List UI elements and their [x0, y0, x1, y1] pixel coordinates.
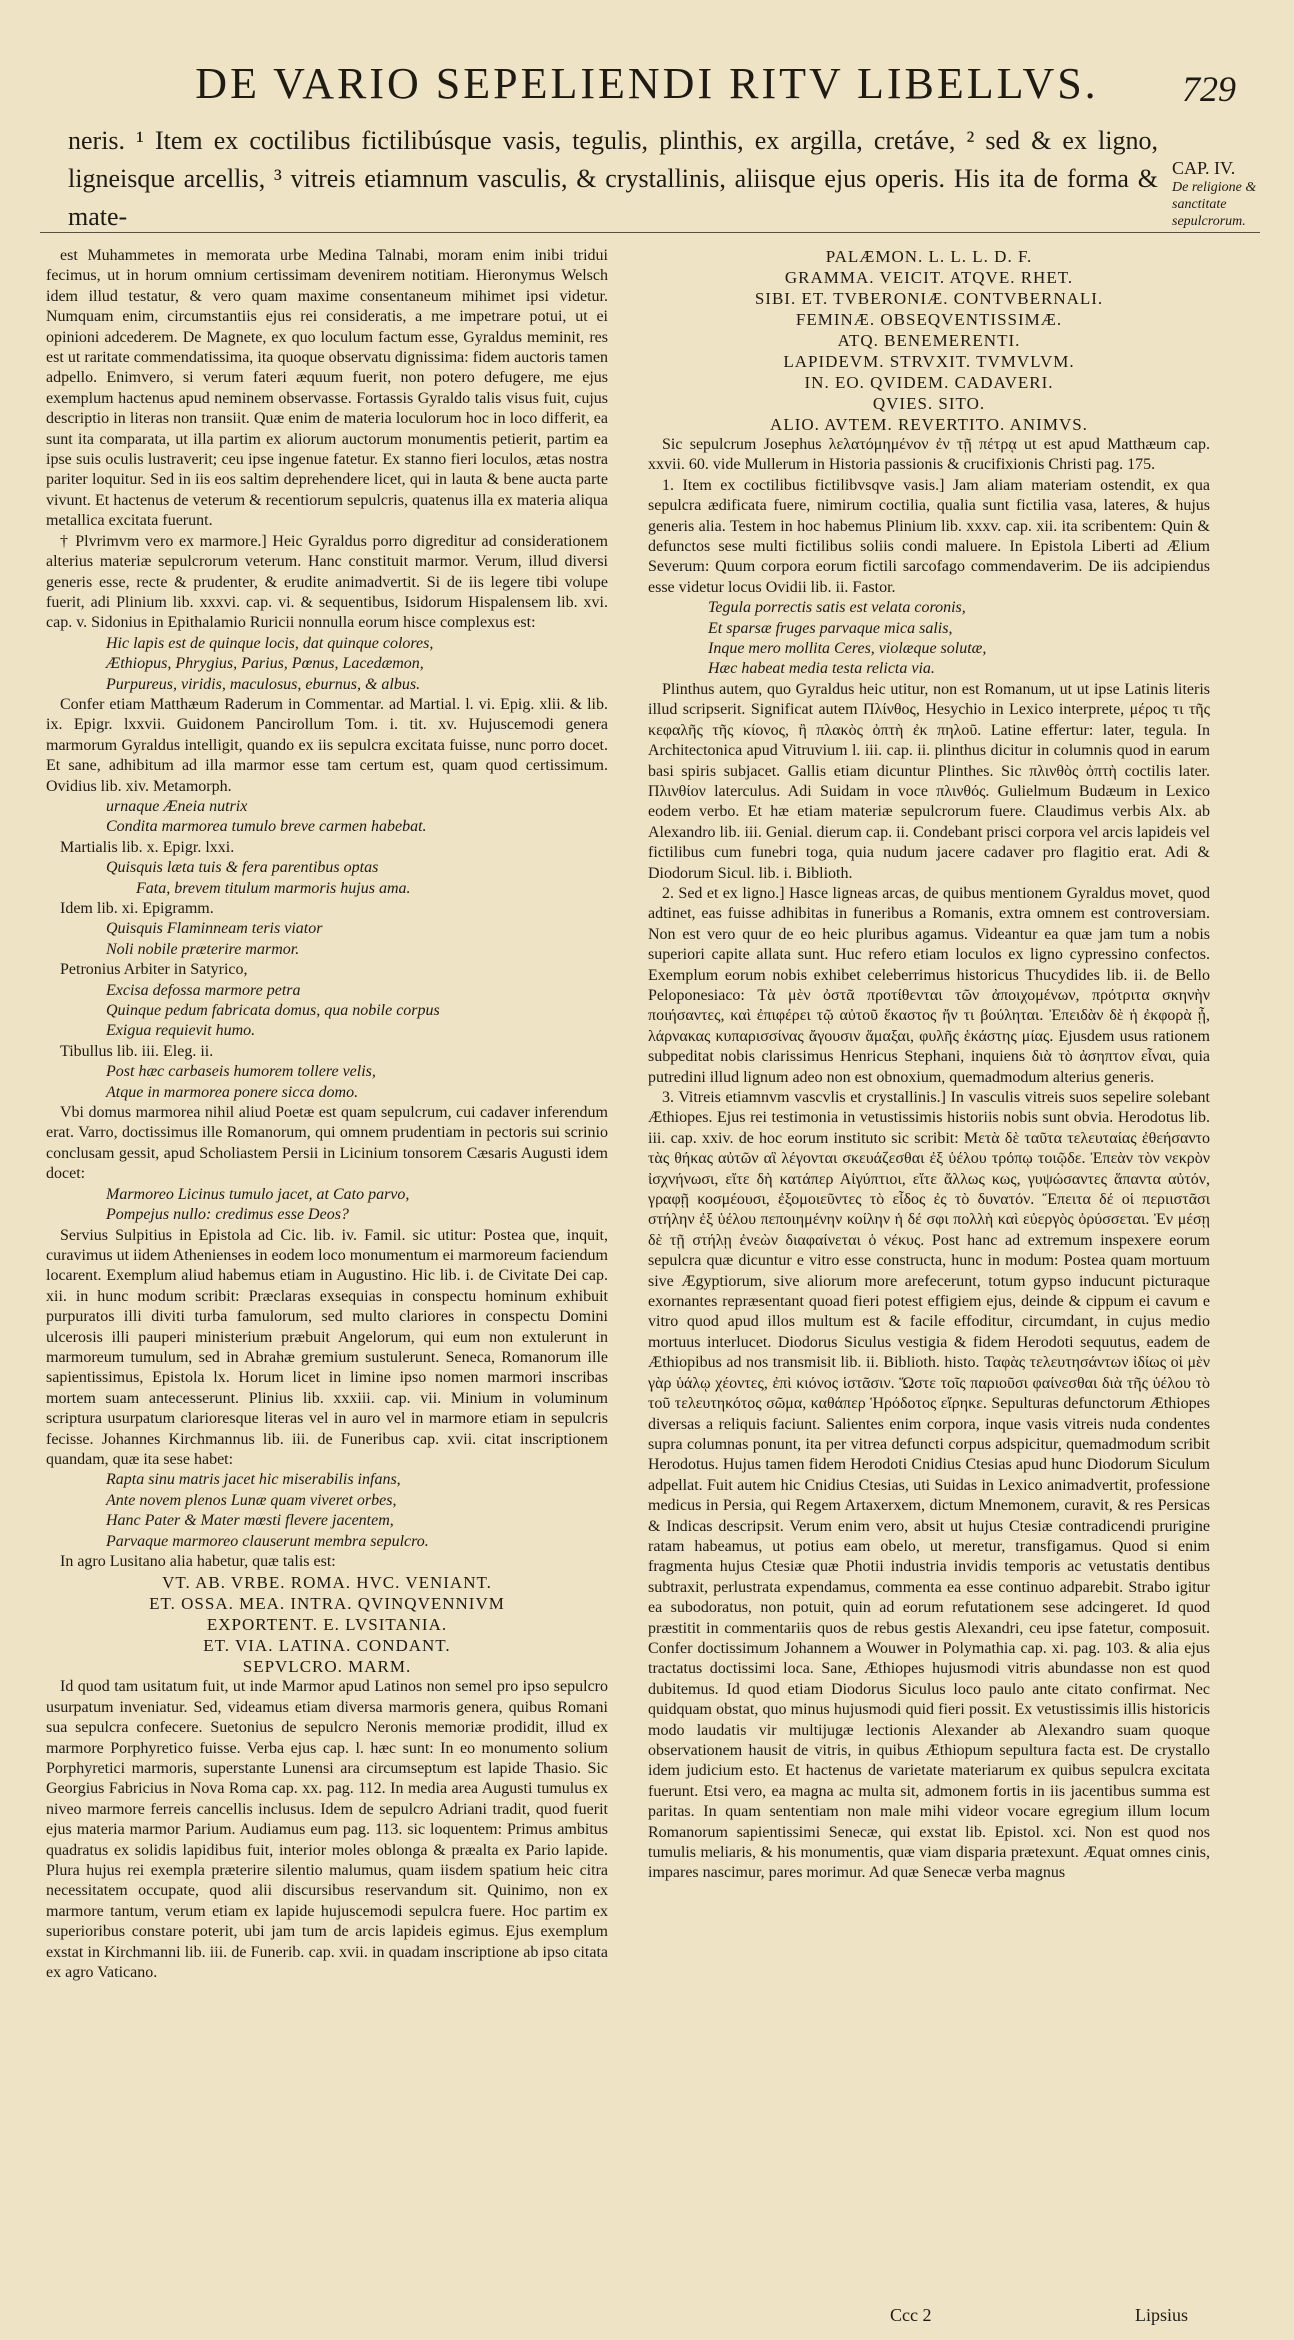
right-caps-line: GRAMMA. VEICIT. ATQVE. RHET. — [784, 268, 1074, 287]
right-verse-line: Tegula porrectis satis est velata coronis, — [708, 599, 966, 617]
left-paragraph: Servius Sulpitius in Epistola ad Cic. lib. iv. Famil. sic utitur: Postea que, inquit, curavimus ut iidem Athenienses in eodem loco monumentum ei marmoreum faciendum locarent. Exemplum aliud habemus etiam in Augustino. Hic lib. i. de Civitate Dei cap. xii. in hunc modum scribit: Præclaras exsequias in conspectu hominum exhibuit purpuratos illi diviti turba famulorum, sed multo clariores in conspectu Domini ulcerosis illi pauperi ministerium præbuit Angelorum, qui eum non extulerunt in marmoreum tumulum, sed in Abrahæ gremium sustulerunt. Seneca, Romanorum ille sapientissimus, Epistola lx. Horum licet in limine ipso nomen marmori inscribas mortem suam antecesserunt. Plinius lib. xxxiii. cap. vii. Minium in voluminum scriptura usurpatum clarioresque literas vel in auro vel in marmore etiam in sepulcris fecisse. Johannes Kirchmannus lib. iii. de Funeribus cap. xvii. citat inscriptionem quandam, quæ ita sese habet: — [46, 1226, 608, 1468]
right-paragraph: 1. Item ex coctilibus fictilibvsqve vasis.] Jam aliam materiam ostendit, ex qua sepulcra ædificata fuere, nimirum coctilia, qualia sunt fictilia vasa, lateres, & hujus generis alia. Testem in hoc habemus Plinium lib. xxxv. cap. xii. ita scribentem: Quin & defunctos sese multi fictilibus soliis condi maluere. In Epistola Liberti ad Ælium Severum: Quum corpora eorum fictili sarcofago commendaverim. De iis adcipiendus esse videtur locus Ovidii lib. ii. Fastor. — [648, 476, 1210, 596]
right-verse-line: Et sparsæ fruges parvaque mica salis, — [708, 619, 953, 637]
right-verse-line: Hæc habeat media testa relicta via. — [708, 660, 935, 678]
left-paragraph: Idem lib. xi. Epigramm. — [60, 900, 214, 917]
carryover-text: neris. ¹ Item ex coctilibus fictilibúsque vasis, tegulis, plinthis, ex argilla, cretáve, ² sed & ex ligno, ligneisque arcellis, ³ vitreis etiamnum vasculis, & crystallinis, aliisque ejus operis. His ita de forma & mate- — [68, 126, 1158, 231]
left-caps-line: ET. OSSA. MEA. INTRA. QVINQVENNIVM — [149, 1594, 505, 1614]
left-paragraph: Id quod tam usitatum fuit, ut inde Marmor apud Latinos non semel pro ipso sepulcro usurpatum inveniatur. Sed, videamus etiam diversa marmoris genera, quibus Romani sua sepulcra confecere. Suetonius de sepulcro Neronis memoriæ prodidit, illud ex marmore Porphyretico fuisse. Verba ejus cap. l. hæc sunt: In eo monumento solium Porphyretici marmoris, superstante Lunensi ara circumseptum est lapide Thasio. Sic Georgius Fabricius in Nova Roma cap. xx. pag. 112. In media area Augusti tumulus ex niveo marmore ferreis cancellis inclusus. Idem de sepulcro Adriani tradit, quod fuerit ejus materia marmor Parium. Audiamus eum pag. 113. sic loquentem: Primus ambitus quadratus ex solidis lapidibus fuit, interior moles oblonga & præalta ex Pario lapide. Plura hujus rei exempla præterire silentio malumus, quam iisdem spatium heic citra necessitatem occupate, quod alii discursibus reservandum sit. Quinimo, non ex marmore tantum, verum etiam ex lapide hujuscemodi sepulcra fuere. Hoc partim ex superioribus constare poterit, ubi jam tum de arcis lapideis egimus. Ejus exemplum exstat in Kirchmanni lib. iii. de Funerib. cap. xvii. in quadam inscriptione ab ipso citata ex agro Vaticano. — [46, 1678, 608, 1982]
left-verse-line: Rapta sinu matris jacet hic miserabilis infans, — [106, 1471, 401, 1489]
left-verse-line: Atque in marmorea ponere sicca domo. — [106, 1083, 359, 1101]
page-number: 729 — [1182, 69, 1236, 109]
right-caps-line: SIBI. ET. TVBERONIÆ. CONTVBERNALI. — [754, 289, 1104, 308]
left-verse-line: Condita marmorea tumulo breve carmen habebat. — [106, 818, 427, 836]
left-verse-line: Marmoreo Licinus tumulo jacet, at Cato parvo, — [106, 1185, 410, 1203]
left-paragraph: † Plvrimvm vero ex marmore.] Heic Gyraldus porro digreditur ad considerationem alterius materiæ sepulcrorum veterum. Hanc constituit marmor. Verum, illud diversi generis esse, recte & prudenter, & erudite animadvertit. Si de iis legere tibi volupe fuerit, adi Plinium lib. xxxvi. cap. vi. & sequentibus, Isidorum Hispalensem lib. xvi. cap. v. Sidonius in Epithalamio Ruricii nonnulla eorum hisce complexus est: — [46, 532, 608, 632]
left-verse-line: Parvaque marmoreo clauserunt membra sepulcro. — [106, 1532, 429, 1550]
left-paragraph: Petronius Arbiter in Satyrico, — [60, 961, 248, 979]
right-column — [648, 246, 1210, 1884]
right-paragraph: 3. Vitreis etiamnvm vascvlis et crystallinis.] In vasculis vitreis suos sepelire solebant Æthiopes. Ejus rei testimonia in vetustissimis historiis nobis sunt obvia. Herodotus lib. iii. cap. xxiv. de hoc eorum instituto sic scribit: Μετὰ δὲ ταῦτα τελευταίας ἐθεήσαντο τὰς θήκας αὐτῶν αἳ λέγονται σκευάζεσθαι ἐξ ὑέλου τρόπῳ τοιῷδε. Ἐπεὰν τὸν νεκρὸν ἰσχνήνωσι, εἴτε δὴ κατάπερ Αἰγύπτιοι, εἴτε ἄλλως κως, γυψώσαντες ἅπαντα αὐτόν, γραφῇ κοσμέουσι, ἐξομοιεῦντες τὸ εἶδος ἐς τὸ δυνατόν. Ἔπειτα δέ οἱ περιιστᾶσι στήλην ἐξ ὑέλου πεποιημένην κοίλην ἡ δέ σφι πολλὴ καὶ εὐεργὸς ὀρύσσεται. Ἐν μέσῃ δὲ τῇ στήλῃ ἐνεὼν διαφαίνεται ὁ νέκυς. Post hanc ad extremum inspexere eorum sepulcra quæ dicuntur e vitro esse constructa, hunc in modum: Postea quam mortuum sive Ægyptiorum, sive aliorum more arefecerunt, totum gypso inducunt picturaque exornantes repræsentant quoad fieri potest effigiem ejus, deinde & cippum ei cavum e vitro quod apud illos multum est & facile effoditur, circumdant, in cujus medio mortuus interlucet. Diodorus Siculus vestigia & fidem Herodoti sequutus, eadem de Æthiopibus ad nos transmisit lib. ii. Biblioth. histo. Ταφὰς τελευτησάντων ἰδίως οἱ μὲν γὰρ ὑάλῳ χέοντες, ἐπὶ κιόνος ἱστᾶσιν. Ὥστε τοῖς παριοῦσι φαίνεσθαι διὰ τῆς ὑέλου τὸ τοῦ τελευτηκότος σῶμα, καθάπερ Ἡρόδοτος εἴρηκε. Sepulturas defunctorum Æthiopes diversas a reliquis faciunt. Salientes enim corpora, inque vasis vitreis nuda condentes supra columnas ponunt, ita per vitrea defuncti corpus adspicitur, quemadmodum scribit Herodotus. Hujus tamen fidem Herodoti Cnidius Ctesias apud hunc Diodorum Siculum adpellat. Fuit autem hic Cnidius Ctesias, uti Suidas in Lexico animadvertit, professione medicus in Persia, qui Regem Artaxerxem, dictum Mnemonem, curavit, & res Persicas & Indicas descripsit. Verum enim vero, absit ut hujus Ctesiæ contradicendi prurigine ratam habeamus, ut potius eam obelo, ut meretur, transfigamus. Quod si enim fragmenta hujus Ctesiæ quæ Photii industria invidis temporis ac vetustatis dentibus subtraxit, perlustrata expendamus, commenta ea esse continuo adparebit. Strabo igitur ea subodoratus, non potuit, quin ad eorum refutationem sese adcingeret. Id quod præstitit in commentariis quos de rebus gestis Alexandri, ceu ipse fatetur, composuit. Confer doctissimum Johannem a Wouwer in Polymathia cap. xi. pag. 103. & alia ejus tractatus doctissimi loca. Sane, Æthiopes hujusmodi vitris abundasse non est quod dubitemus. Id quod etiam Diodorus Siculus loco paulo ante citato confirmat. Nec quidquam obstat, quo minus hujusmodi quid fieri possit. Ex vetustissimis illis historicis modo laudatis vir multijugæ lectionis Alexander ab Alexandro suam quoque observationem hausit de vitris, in quibus Æthiopum sepultura facta est. De crystallo idem judicium esto. Et hactenus de varietate materiarum ex quibus sepulcra excitata fuerunt. Etsi vero, ea magna ac multa sit, admonem fortis in iis jacentibus summa est paritas. In quam sententiam non male mihi videor vocare egregium illum locum Romanorum sapientissimi Senecæ, qui exstat lib. Epistol. xci. Non est quod nos tumulis meliaris, & his monumentis, quæ viam disparia prætexunt. Æquat omnes cinis, impares nascimur, pares morimur. Ad quæ Senecæ verba magnus — [648, 1089, 1210, 1882]
right-caps-line: ALIO. AVTEM. REVERTITO. ANIMVS. — [770, 415, 1088, 434]
left-paragraph: Martialis lib. x. Epigr. lxxi. — [60, 838, 235, 856]
left-column — [46, 246, 608, 1984]
left-caps-line: ET. VIA. LATINA. CONDANT. — [203, 1636, 451, 1656]
right-caps-line: FEMINÆ. OBSEQVENTISSIMÆ. — [795, 310, 1063, 329]
left-verse-line: Excisa defossa marmore petra — [106, 981, 301, 999]
catchword: Lipsius — [1135, 2305, 1189, 2325]
right-paragraph: Plinthus autem, quo Gyraldus heic utitur, non est Romanum, ut ut ipse Latinis literis illud scripserit. Significat autem Πλίνθος, Hesychio in Lexico interprete, μέρος τι τῆς κεφαλῆς τῆς κίονος, ἢ πλακὸς ὀπτὴ ἐκ πηλοῦ. Latine effertur: later, tegula. In Architectonica apud Vitruvium l. iii. cap. ii. plinthus dicitur in columnis quod in earum basi spiris subjacet. Gallis etiam dicuntur Plinthes. Sic πλινθὸς ὀπτὴ coctilis later. Πλινθίον laterculus. Adi Suidam in voce πλινθός. Gulielmum Budæum in Lexico eodem verbo. Et hæ etiam materiæ sepulcrorum fuere. Claudimus verbis Alx. ab Alexandro lib. iii. Genial. dierum cap. ii. Condebant prisci corpora vel arcis lapideis vel fictilibus cum funebri toga, quia nudum jacere cadaver pro flagitio erat. Adi & Diodorum Sicul. lib. i. Biblioth. — [648, 680, 1210, 882]
right-caps-line: IN. EO. QVIDEM. CADAVERI. — [804, 373, 1054, 392]
left-verse-line: Exigua requievit humo. — [106, 1022, 256, 1040]
right-paragraph: 2. Sed et ex ligno.] Hasce ligneas arcas, de quibus mentionem Gyraldus movet, quod adtinet, eas fuisse adhibitas in funeribus a Romanis, extra omnem est controversiam. Non est vero quur de eo heic pluribus agamus. Videantur ea quæ jam tum a nobis superiori capite allata sunt. Huc refero etiam loculos ex ligno cypressino confectos. Exemplum eorum nobis exhibet celeberrimus historicus Thucydides lib. ii. de Bello Peloponesiaco: Τὰ μὲν ὀστᾶ προτίθενται τῶν ἀποιχομένων, πρότριτα σκηνὴν ποιήσαντες, καὶ ἐπιφέρει τῷ αὐτοῦ ἕκαστος ἤν τι βούληται. Ἐπειδὰν δὲ ἡ ἐκφορὰ ᾖ, λάρνακας κυπαρισσίνας ἄγουσιν ἅμαξαι, φυλῆς ἑκάστης μίας. Ejusdem usus rationem subpeditat nobis clarissimus Henricus Stephani, inquiens διὰ τὸ ἀσηπτον εἶναι, quia putredini illud lignum adeo non est obnoxium, quemadmodum alterius generis. — [648, 884, 1210, 1086]
left-paragraph: Tibullus lib. iii. Eleg. ii. — [60, 1042, 214, 1060]
left-verse-line: Purpureus, viridis, maculosus, eburnus, & albus. — [106, 675, 421, 693]
divider-rule — [40, 232, 1260, 233]
right-verse-line: Inque mero mollita Ceres, violæque solutæ, — [708, 640, 987, 658]
right-caps-line: QVIES. SITO. — [872, 394, 986, 413]
signature-mark: Ccc 2 — [890, 2305, 932, 2325]
left-verse-line: Æthiopus, Phrygius, Parius, Pœnus, Lacedæmon, — [106, 655, 424, 673]
margin-chapter: CAP. IV. — [1172, 158, 1236, 178]
left-verse-line: Hanc Pater & Mater mœsti flevere jacentem, — [106, 1512, 394, 1530]
right-caps-line: ATQ. BENEMERENTI. — [837, 331, 1021, 350]
left-caps-line: SEPVLCRO. MARM. — [242, 1657, 412, 1677]
left-verse-line: Quinque pedum fabricata domus, qua nobile corpus — [106, 1002, 440, 1020]
left-verse-line: Quisquis læta tuis & fera parentibus optas — [106, 859, 379, 877]
left-verse-line: Hic lapis est de quinque locis, dat quinque colores, — [106, 634, 434, 652]
left-verse-line: Ante novem plenos Lunæ quam viveret orbes, — [106, 1491, 397, 1509]
left-paragraph: In agro Lusitano alia habetur, quæ talis est: — [60, 1553, 336, 1570]
left-verse-line: Fata, brevem titulum marmoris hujus ama. — [136, 879, 411, 897]
left-verse-line: Quisquis Flaminneam teris viator — [106, 920, 323, 938]
right-caps-line: LAPIDEVM. STRVXIT. TVMVLVM. — [783, 352, 1075, 371]
running-head: DE VARIO SEPELIENDI RITV LIBELLVS. — [195, 59, 1099, 108]
left-verse-line: Noli nobile præterire marmor. — [106, 940, 300, 958]
left-verse-line: urnaque Æneia nutrix — [106, 797, 248, 815]
left-verse-line: Pompejus nullo: credimus esse Deos? — [106, 1206, 349, 1224]
right-paragraph: Sic sepulcrum Josephus λελατόμημένον ἐν τῇ πέτρᾳ ut est apud Matthæum cap. xxvii. 60. vide Mullerum in Historia passionis & crucifixionis Christi pag. 175. — [648, 436, 1210, 474]
margin-text: De religione & sanctitate sepulcrorum. — [1172, 180, 1257, 229]
margin-note — [1172, 160, 1284, 230]
left-verse-line: Post hæc carbaseis humorem tollere velis, — [106, 1063, 376, 1081]
right-caps-line: PALÆMON. L. L. L. D. F. — [825, 247, 1033, 266]
left-paragraph: est Muhammetes in memorata urbe Medina Talnabi, moram enim inibi tridui fecimus, ut in horum omnium certissimam devenirem notitiam. Hieronymus Welsch idem illud testatur, & vero quam maxime consentaneum mihimet ipsi videtur. Numquam enim, circumstantiis ejus rei consideratis, a me impetrare potui, ut ei opinioni adcederem. De Magnete, ex quo loculum factum esse, Gyraldus meminit, res est ut raritate commendatissima, ita quoque observatu dignissima: fidem auctoris tamen adpello. Enimvero, si verum fateri æquum fuerit, non potero defugere, me ejus exemplum hactenus apud neminem observasse. Fortassis Gyraldo talis visus fuit, cujus descriptio in literas non transiit. Quæ enim de materia loculorum hoc in loco differit, ea sunt ita comparata, ut illa partim ex aliorum auctorum monumentis petierit, partim ea ipse suis oculis lustraverit; ceu ipse ingenue fatetur. Ex stanno fieri loculos, ætas nostra pariter loquitur. Sed in iis eos saltim deprehendere licet, qui in lauta & bene aucta parte vivunt. Et hactenus de veterum & recentiorum sepulcris, quatenus illa ex materia aliqua metallica excitata fuerunt. — [46, 247, 608, 530]
left-caps-line: EXPORTENT. E. LVSITANIA. — [206, 1615, 448, 1635]
left-paragraph: Confer etiam Matthæum Raderum in Commentar. ad Martial. l. vi. Epig. xlii. & lib. ix. Epigr. lxxvii. Guidonem Pancirollum Tom. i. tit. xv. Hujuscemodi genera marmorum Gyraldus intelligit, quando ex iis sepulcra excitata fuisse, nunc porro docet. Et sane, adhibitum ad illa marmor esse tam certum est, quam quod certissimum. Ovidius lib. xiv. Metamorph. — [46, 695, 608, 795]
left-paragraph: Vbi domus marmorea nihil aliud Poetæ est quam sepulcrum, cui cadaver inferendum erat. Varro, doctissimus ille Romanorum, qui omnem prudentiam in pectoris sui scrinio conclusam gessit, apud Scholiastem Persii in Licinium tonsorem Cæsaris Augusti idem docet: — [46, 1104, 608, 1183]
left-caps-line: VT. AB. VRBE. ROMA. HVC. VENIANT. — [162, 1573, 492, 1593]
